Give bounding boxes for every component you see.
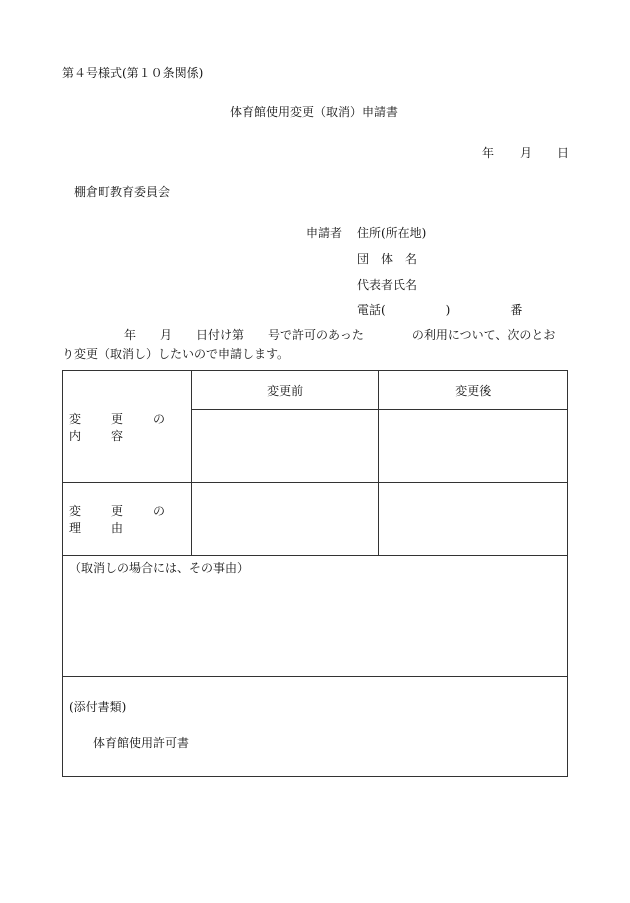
col-before-header: 変更前 [191, 371, 379, 410]
attachment-item: 体育館使用許可書 [93, 736, 190, 750]
cancel-reason-cell[interactable] [63, 556, 568, 677]
applicant-label: 申請者 [306, 226, 343, 240]
content-before-cell[interactable] [191, 410, 379, 483]
body-text-line-1: 年 月 日付け第 号で許可のあった の利用について、次のとお [124, 328, 556, 342]
reason-label-cell [63, 483, 196, 556]
reason-after-cell[interactable] [379, 483, 568, 556]
date-month: 月 [520, 146, 533, 160]
content-after-cell[interactable] [379, 410, 568, 483]
cancel-row [63, 556, 568, 677]
group-name-label: 団 体 名 [357, 252, 418, 266]
row-content-label: 変 更 の 内 容 [69, 411, 196, 443]
attachments-row [63, 677, 568, 777]
document-title: 体育館使用変更（取消）申請書 [230, 105, 399, 119]
phone-label: 電話( ) 番 [357, 303, 523, 317]
form-number: 第４号様式(第１０条関係) [62, 66, 204, 80]
addressee: 棚倉町教育委員会 [74, 185, 171, 199]
reason-row [63, 483, 568, 556]
body-text-line-2: り変更（取消し）したいので申請します。 [62, 347, 290, 361]
table-corner-cell [63, 371, 196, 483]
reason-before-cell[interactable] [191, 483, 379, 556]
change-form-table [62, 370, 568, 777]
attachments-label: (添付書類) [69, 700, 127, 714]
attachments-cell [63, 677, 568, 777]
row-reason-label: 変 更 の 理 由 [69, 504, 196, 535]
representative-label: 代表者氏名 [357, 278, 418, 292]
table-header-row [63, 371, 568, 410]
col-after-header: 変更後 [379, 371, 568, 410]
address-label: 住所(所在地) [357, 226, 427, 240]
cancel-note: （取消しの場合には、その事由） [69, 561, 250, 575]
date-year: 年 [482, 146, 495, 160]
date-day: 日 [557, 146, 570, 160]
